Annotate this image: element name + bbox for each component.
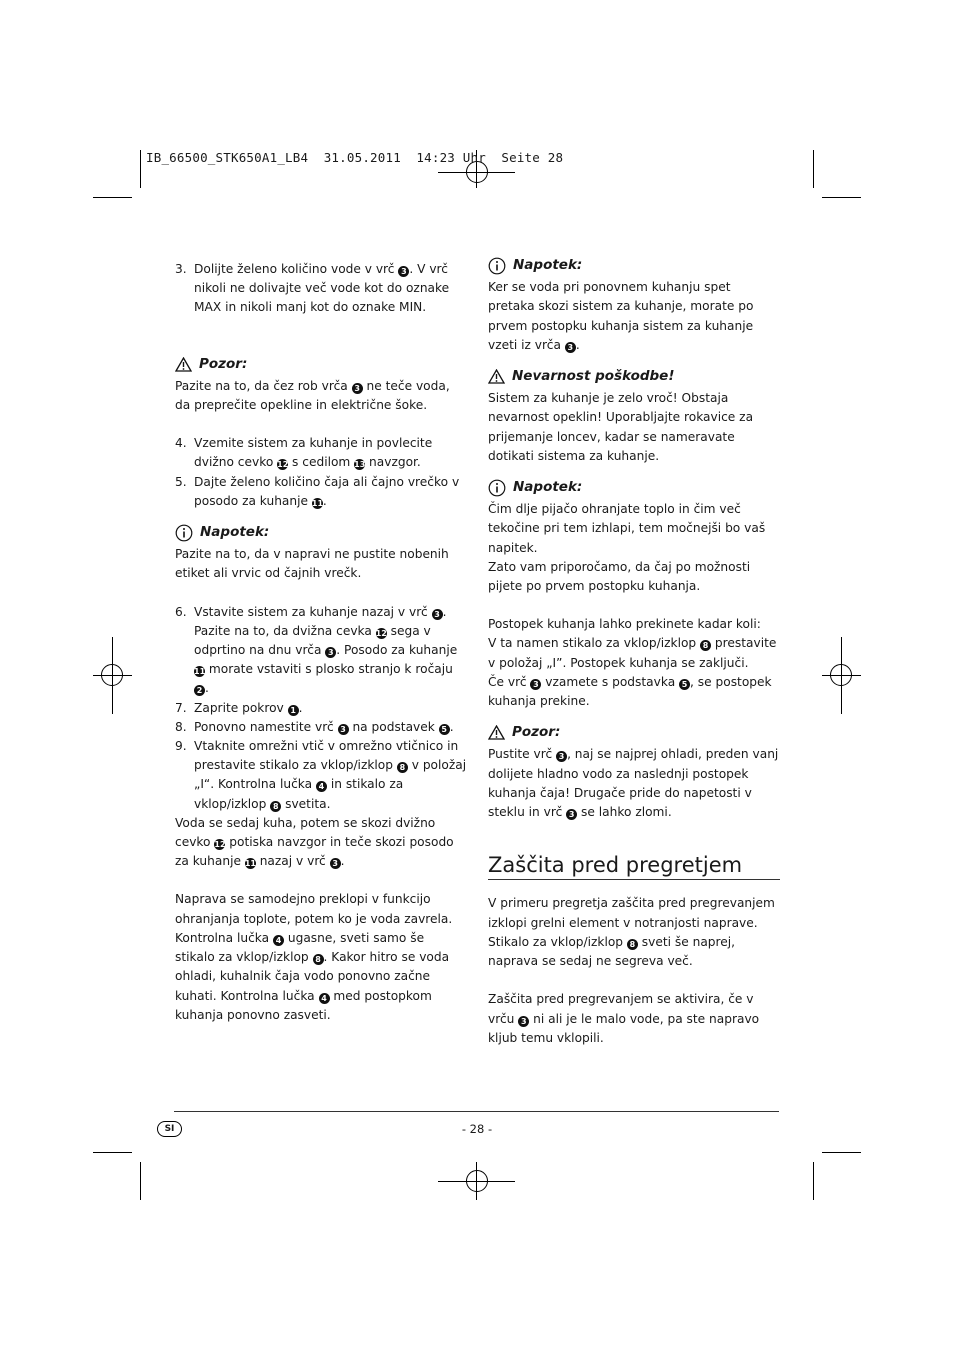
warning-notice	[488, 723, 780, 742]
notice-text: Zato vam priporočamo, da čaj po možnosti pijete po prvem postopku kuhanja.	[488, 559, 751, 594]
notice-text: Sistem za kuhanje je zelo vroč! Obstaja nevarnost opeklin! Uporabljajte rokavice za prijemanje loncev, kadar se nameravate dotikati sistema za kuhanje.	[488, 391, 754, 463]
steps-list-c	[175, 603, 467, 814]
part-number-marker: 3	[432, 609, 443, 620]
part-number-marker: 8	[700, 640, 711, 651]
info-notice	[488, 256, 780, 275]
part-number-marker: 1	[288, 705, 299, 716]
list-item: 8. Ponovno namestite vrč 3 na podstavek 5 .	[175, 719, 454, 734]
part-number-marker: 3	[566, 809, 577, 820]
part-number-marker: 11	[244, 859, 256, 869]
part-number-marker: 3	[330, 858, 341, 869]
notice-title: Napotek:	[200, 524, 270, 541]
crop-mark	[140, 150, 141, 188]
part-number-marker: 8	[313, 954, 324, 965]
part-number-marker: 3	[398, 266, 409, 277]
info-notice	[175, 523, 467, 542]
notice-text: Ker se voda pri ponovnem kuhanju spet pretaka skozi sistem za kuhanje, morate po prvem postopku kuhanja sistem za kuhanje vzeti iz vrča 3 .	[488, 280, 754, 352]
body-paragraph: Zaščita pred pregrevanjem se aktivira, če v vrču 3 ni ali je le malo vode, pa ste napravo kljub temu vklopili.	[488, 992, 760, 1045]
crop-mark	[813, 1162, 814, 1200]
list-item: 3. Dolijte želeno količino vode v vrč 3 . V vrč nikoli ne dolivajte več vode kot do oznake MAX in nikoli manj kot do oznake MIN.	[175, 262, 450, 315]
part-number-marker: 4	[319, 993, 330, 1004]
language-badge: SI	[157, 1121, 182, 1137]
right-column	[488, 256, 780, 1048]
part-number-marker: 4	[273, 935, 284, 946]
crop-mark	[822, 1152, 861, 1153]
registration-circle	[830, 664, 852, 686]
info-icon	[175, 524, 193, 542]
part-number-marker: 2	[194, 685, 205, 696]
notice-title: Nevarnost poškodbe!	[512, 368, 675, 385]
notice-title: Pozor:	[512, 724, 561, 741]
part-number-marker: 13	[354, 460, 366, 470]
info-notice	[488, 478, 780, 497]
warning-triangle-icon	[175, 357, 192, 372]
part-number-marker: 3	[338, 724, 349, 735]
body-paragraph: Voda se sedaj kuha, potem se skozi dvižno cevko 12 potiska navzgor in teče skozi posodo za kuhanje 11 nazaj v vrč 3 .	[175, 815, 454, 869]
part-number-marker: 11	[194, 667, 206, 677]
crop-mark	[140, 1162, 141, 1200]
steps-list-a	[175, 260, 467, 318]
section-title: Zaščita pred pregretjem	[488, 856, 780, 880]
body-paragraph: V primeru pregretja zaščita pred pregrevanjem izklopi grelni element v notranjosti naprave. Stikalo za vklop/izklop 8 sveti še naprej, naprava se sedaj ne segreva več.	[488, 896, 775, 969]
notice-title: Napotek:	[513, 479, 583, 496]
part-number-marker: 12	[277, 460, 289, 470]
info-icon	[488, 257, 506, 275]
part-number-marker: 3	[565, 342, 576, 353]
crop-mark	[93, 197, 132, 198]
print-header: IB_66500_STK650A1_LB4 31.05.2011 14:23 Uhr Seite 28	[146, 150, 564, 165]
warning-triangle-icon	[488, 725, 505, 740]
part-number-marker: 3	[325, 647, 336, 658]
list-item: 4. Vzemite sistem za kuhanje in povlecite dvižno cevko 12 s cedilom 13 navzgor.	[175, 436, 433, 470]
warning-triangle-icon	[488, 369, 505, 384]
part-number-marker: 8	[270, 801, 281, 812]
part-number-marker: 12	[375, 628, 387, 638]
notice-title: Pozor:	[199, 355, 248, 372]
body-paragraph: V ta namen stikalo za vklop/izklop 8 prestavite v položaj „I”. Postopek kuhanja se zaključi.	[488, 636, 777, 670]
part-number-marker: 11	[311, 498, 324, 508]
body-paragraph: Naprava se samodejno preklopi v funkcijo ohranjanja toplote, potem ko je voda zavrela. Kontrolna lučka 4 ugasne, sveti samo še stikalo za vklop/izklop 8 . Kakor hitro se voda ohladi, kuhalnik čaja vodo ponovno začne kuhati. Kontrolna lučka 4 med postopkom kuhanja ponovno zasveti.	[175, 892, 453, 1022]
registration-circle	[101, 664, 123, 686]
notice-text: Pazite na to, da v napravi ne pustite nobenih etiket ali vrvic od čajnih vrečk.	[175, 547, 449, 581]
page-number: - 28 -	[461, 1122, 493, 1136]
body-paragraph: Če vrč 3 vzamete s podstavka 5 , se postopek kuhanja prekine.	[488, 674, 772, 709]
part-number-marker: 5	[439, 724, 450, 735]
part-number-marker: 8	[627, 939, 638, 950]
registration-circle	[466, 1170, 488, 1192]
part-number-marker: 8	[397, 762, 408, 773]
crop-mark	[822, 197, 861, 198]
warning-notice	[175, 355, 467, 374]
list-item: 7. Zaprite pokrov 1 .	[175, 700, 303, 715]
footer-divider	[174, 1111, 779, 1112]
part-number-marker: 5	[679, 679, 690, 690]
notice-text: Pazite na to, da čez rob vrča 3 ne teče voda, da preprečite opekline in električne šoke.	[175, 378, 450, 413]
left-column	[175, 260, 467, 1025]
body-paragraph: Postopek kuhanja lahko prekinete kadar koli:	[488, 617, 761, 632]
notice-title: Napotek:	[513, 257, 583, 273]
notice-text: Pustite vrč 3 , naj se najprej ohladi, preden vanj dolijete hladno vodo za naslednji postopek kuhanja čaja! Drugače pride do napetosti v steklu in vrč 3 se lahko zlomi.	[488, 747, 779, 820]
warning-notice	[488, 367, 780, 386]
part-number-marker: 12	[214, 840, 226, 850]
crop-mark	[93, 1152, 132, 1153]
steps-list-b	[175, 434, 467, 511]
list-item: 5. Dajte želeno količino čaja ali čajno vrečko v posodo za kuhanje 11.	[175, 474, 460, 508]
info-icon	[488, 479, 506, 497]
part-number-marker: 3	[518, 1016, 529, 1027]
crop-mark	[813, 150, 814, 188]
part-number-marker: 3	[556, 751, 567, 762]
notice-text: Čim dlje pijačo ohranjate toplo in čim več tekočine pri tem izhlapi, tem močnejši bo vaš napitek.	[488, 502, 766, 555]
list-item: 6. Vstavite sistem za kuhanje nazaj v vrč 3 . Pazite na to, da dvižna cevka 12 sega v odprtino na dnu vrča 3 . Posodo za kuhanje 11 morate vstaviti s plosko stranjo k ročaju 2 .	[175, 604, 458, 696]
part-number-marker: 4	[316, 781, 327, 792]
list-item: 9. Vtaknite omrežni vtič v omrežno vtičnico in prestavite stikalo za vklop/izklop 8 v položaj „I“. Kontrolna lučka 4 in stikalo za vklop/izklop 8 svetita.	[175, 739, 467, 811]
part-number-marker: 3	[352, 383, 363, 394]
part-number-marker: 3	[530, 679, 541, 690]
